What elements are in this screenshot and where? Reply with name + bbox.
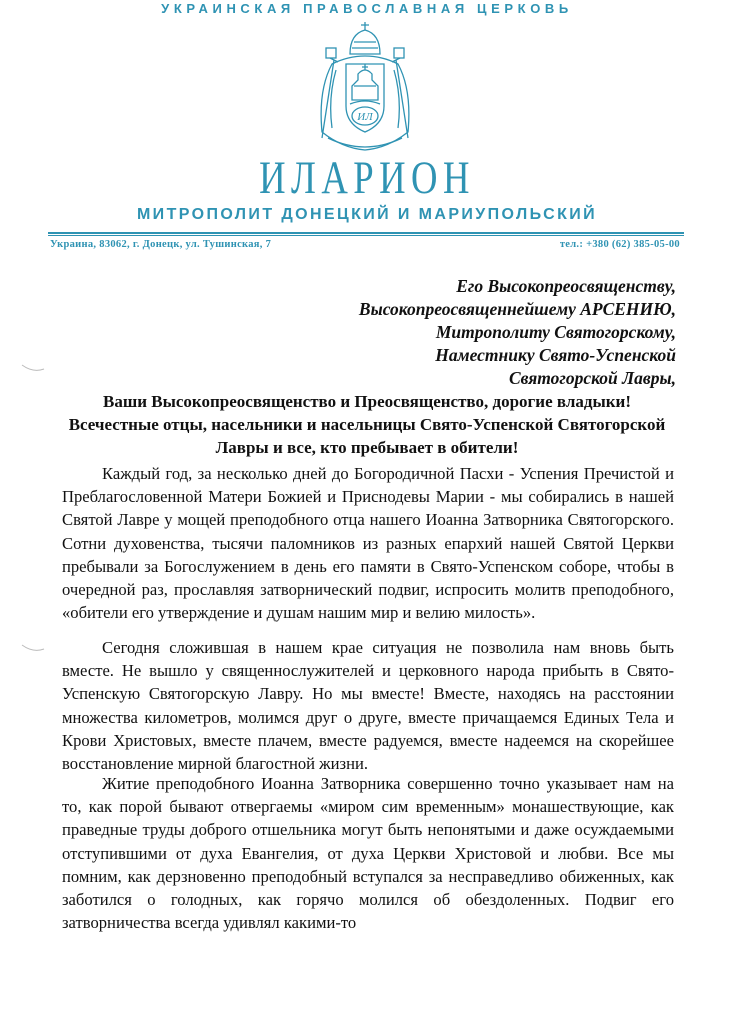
addressee-line: Наместнику Свято-Успенской (435, 345, 676, 365)
salutation-line: Лавры и все, кто пребывает в обители! (215, 438, 519, 457)
header-divider (48, 232, 684, 234)
hierarch-name: ИЛАРИОН (259, 152, 475, 204)
address-line: Украина, 83062, г. Донецк, ул. Тушинская, 7 (50, 239, 272, 250)
addressee-line: Высокопреосвященнейшему АРСЕНИЮ, (358, 299, 676, 319)
coat-of-arms-emblem (292, 20, 438, 166)
addressee-line: Митрополиту Святогорскому, (435, 322, 676, 342)
body-paragraph: Житие преподобного Иоанна Затворника совершенно точно указывает нам на то, как порой бывают отвергаемы «миром сим временным» монашествующие, как праведные труды доброго отшельника могут быть непонятыми и даже осуждаемыми отступившими от духа Евангелия, от духа Церкви Христовой и любви. Все мы помним, как дерзновенно преподобный вступался за несправедливо обиженных, как заботился о голодных, как горячо молился об обездоленных. Подвиг его затворничества всегда удивлял какими-то (62, 774, 674, 933)
addressee-block (216, 275, 676, 390)
salutation-line: Всечестные отцы, насельники и насельницы Свято-Успенской Святогорской (68, 415, 666, 434)
phone-line: тел.: +380 (62) 385-05-00 (559, 239, 680, 250)
punch-mark (20, 364, 46, 372)
punch-mark (20, 644, 46, 652)
salutation (60, 390, 674, 459)
header-divider-thin (48, 235, 684, 236)
emblem-monogram: ИЛ (357, 111, 373, 123)
hierarch-title: МИТРОПОЛИТ ДОНЕЦКИЙ И МАРИУПОЛЬСКИЙ (136, 206, 598, 223)
body-paragraph: Сегодня сложившая в нашем крае ситуация не позволила нам вновь быть вместе. Не вышло у священнослужителей и церковного народа прибыть в Свято-Успенскую Святогорскую Лавру. Но мы вместе! Вместе, находясь на расстоянии множества километров, молимся друг о друге, вместе причащаемся Единых Тела и Крови Христовых, вместе плачем, вместе радуемся, вместе надеемся на скорейшее восстановление мирной благостной жизни. (62, 638, 674, 774)
addressee-line: Его Высокопреосвященству, (456, 276, 676, 296)
salutation-line: Ваши Высокопреосвященство и Преосвященство, дорогие владыки! (103, 392, 631, 411)
body-paragraph: Каждый год, за несколько дней до Богородичной Пасхи - Успения Пречистой и Преблагословенной Матери Божией и Приснодевы Марии - мы собирались в нашей Святой Лавре у мощей преподобного отца нашего Иоанна Затворника Святогорского. Сотни духовенства, тысячи паломников из разных епархий нашей Святой Церкви пребывали за Богослужением в день его памяти в Свято-Успенском соборе, чтобы в очередной раз, прославляя затворнический подвиг, испросить молитв преподобного, «обители его утверждение и душам нашим мир и велию милость». (62, 464, 674, 623)
addressee-line: Святогорской Лавры, (508, 368, 676, 388)
church-name: УКРАИНСКАЯ ПРАВОСЛАВНАЯ ЦЕРКОВЬ (161, 1, 573, 16)
